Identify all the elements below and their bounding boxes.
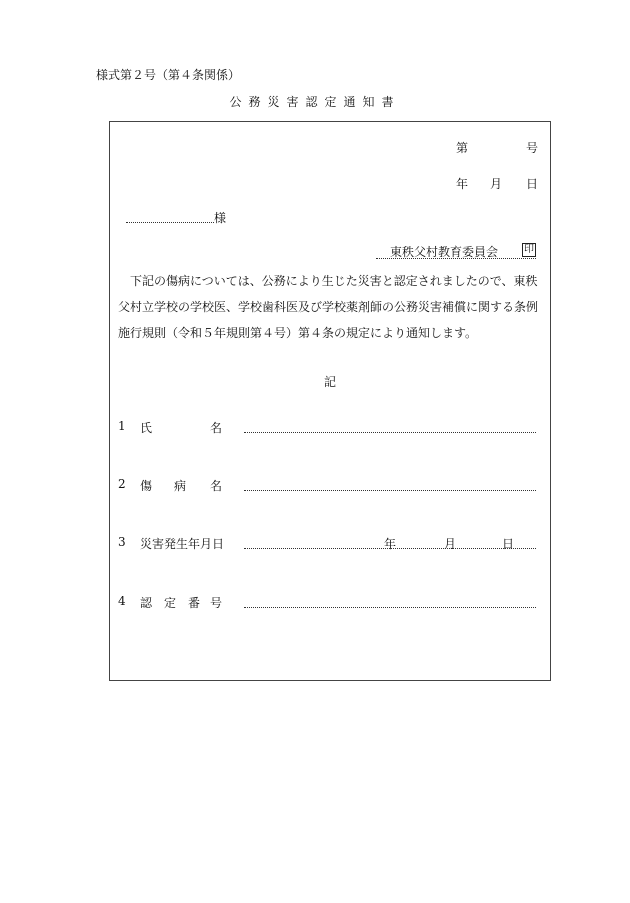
number-prefix: 第 [456, 141, 469, 155]
item-label-char: 傷 [140, 479, 153, 493]
item-number: 4 [118, 594, 126, 608]
notice-form-frame [109, 121, 551, 681]
ki-heading: 記 [323, 375, 336, 389]
item-label-char: 認 [140, 596, 153, 610]
number-suffix: 号 [526, 141, 539, 155]
date-year-unit: 年 [456, 177, 469, 191]
accident-day-unit: 日 [502, 537, 515, 551]
addressee-suffix: 様 [214, 211, 227, 225]
item-label-char: 氏 [140, 421, 153, 435]
item-label-char: 番 [188, 596, 201, 610]
item-label-char: 名 [210, 421, 223, 435]
item-number: 3 [118, 535, 126, 549]
item-label-char: 病 [174, 479, 187, 493]
certification-number-blank [244, 607, 536, 608]
item-label: 災害発生年月日 [140, 537, 225, 551]
notice-body-text: 下記の傷病については、公務により生じた災害と認定されましたので、東秩父村立学校の学校医、学校歯科医及び学校薬剤師の公務災害補償に関する条例施行規則（令和５年規則第４号）第４条の規定により通知します。 [118, 274, 539, 340]
document-title: 公務災害認定通知書 [229, 95, 401, 109]
issuer-underline [376, 258, 536, 259]
date-month-unit: 月 [490, 177, 503, 191]
form-number-label: 様式第２号（第４条関係） [96, 68, 241, 82]
item-number: 1 [118, 419, 126, 433]
injury-blank [244, 490, 536, 491]
accident-month-unit: 月 [444, 537, 457, 551]
date-day-unit: 日 [526, 177, 539, 191]
item-label-char: 定 [164, 596, 177, 610]
accident-year-unit: 年 [384, 537, 397, 551]
item-number: 2 [118, 477, 126, 491]
name-blank [244, 432, 536, 433]
item-label-char: 号 [210, 596, 223, 610]
issuer-name: 東秩父村教育委員会 [390, 245, 499, 259]
seal-mark: 印 [524, 244, 534, 255]
addressee-blank [126, 222, 214, 223]
item-label-char: 名 [210, 479, 223, 493]
